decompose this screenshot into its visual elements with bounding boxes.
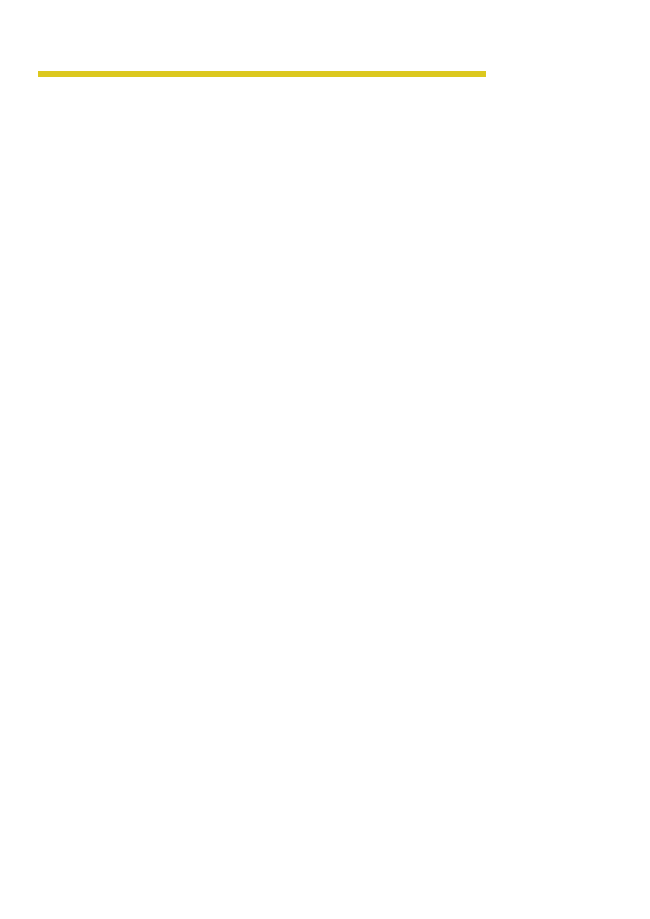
- title-rule-line-wide: [38, 71, 486, 77]
